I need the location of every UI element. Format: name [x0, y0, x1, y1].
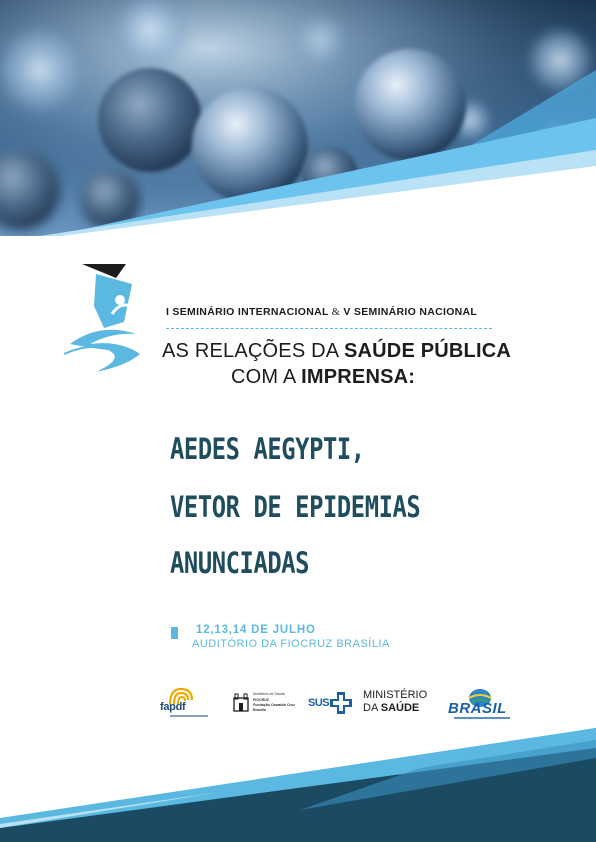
- hero-cells-image: [0, 0, 596, 240]
- sus-cross-icon: [330, 692, 352, 714]
- headline-press-text: IMPRENSA:: [301, 366, 416, 388]
- main-title-line-1: AEDES AEGYPTI,: [170, 432, 365, 466]
- fapdf-logo: [160, 686, 210, 720]
- da-text: DA: [363, 702, 381, 714]
- sus-wordmark: SUS: [308, 697, 330, 709]
- date-marker-bar: [171, 627, 178, 639]
- fiocruz-brasilia-logo: [232, 690, 298, 720]
- bottom-decorative-band: [0, 728, 596, 842]
- saude-text: SAÚDE: [380, 702, 420, 714]
- fiocruz-foundation-text: Fundação Oswaldo Cruz: [253, 703, 295, 707]
- ministerio-da-saude-logo: [363, 689, 427, 715]
- headline-line-2: [231, 366, 451, 389]
- seminar-subtitle: [166, 306, 492, 318]
- brasil-government-logo: [446, 688, 516, 720]
- headline-public-health-text: SAÚDE PÚBLICA: [343, 340, 512, 362]
- brasil-wordmark: BRASIL: [448, 700, 507, 717]
- fapdf-tagline-bar: [170, 715, 208, 717]
- seminar-pen-logo: [60, 262, 158, 374]
- event-dates: 12,13,14 DE JULHO: [196, 624, 316, 636]
- fiocruz-ministry-text: Ministério da Saúde: [253, 692, 285, 696]
- headline-with-text: COM A: [231, 366, 302, 388]
- seminar-ampersand: &: [331, 307, 341, 318]
- brasil-tagline-bar: [454, 717, 510, 719]
- headline-line-1: [162, 340, 512, 363]
- da-saude-line: [363, 702, 427, 715]
- ministerio-line: MINISTÉRIO: [363, 689, 428, 701]
- fapdf-wordmark: fapdf: [160, 701, 186, 713]
- seminar-national-label: V SEMINÁRIO NACIONAL: [343, 306, 478, 318]
- main-title-line-2: VETOR DE EPIDEMIAS: [170, 490, 421, 524]
- fiocruz-castle-icon: [232, 692, 250, 712]
- sus-logo: [308, 692, 354, 716]
- headline-relations-text: AS RELAÇÕES DA: [162, 340, 344, 362]
- event-venue: AUDITÓRIO DA FIOCRUZ BRASÍLIA: [192, 638, 390, 650]
- dashed-divider: [166, 328, 492, 329]
- main-title-line-3: ANUNCIADAS: [170, 546, 310, 580]
- fiocruz-city-text: Brasília: [253, 708, 266, 712]
- fiocruz-name-text: FIOCRUZ: [253, 698, 269, 702]
- seminar-international-label: I SEMINÁRIO INTERNACIONAL: [166, 306, 329, 318]
